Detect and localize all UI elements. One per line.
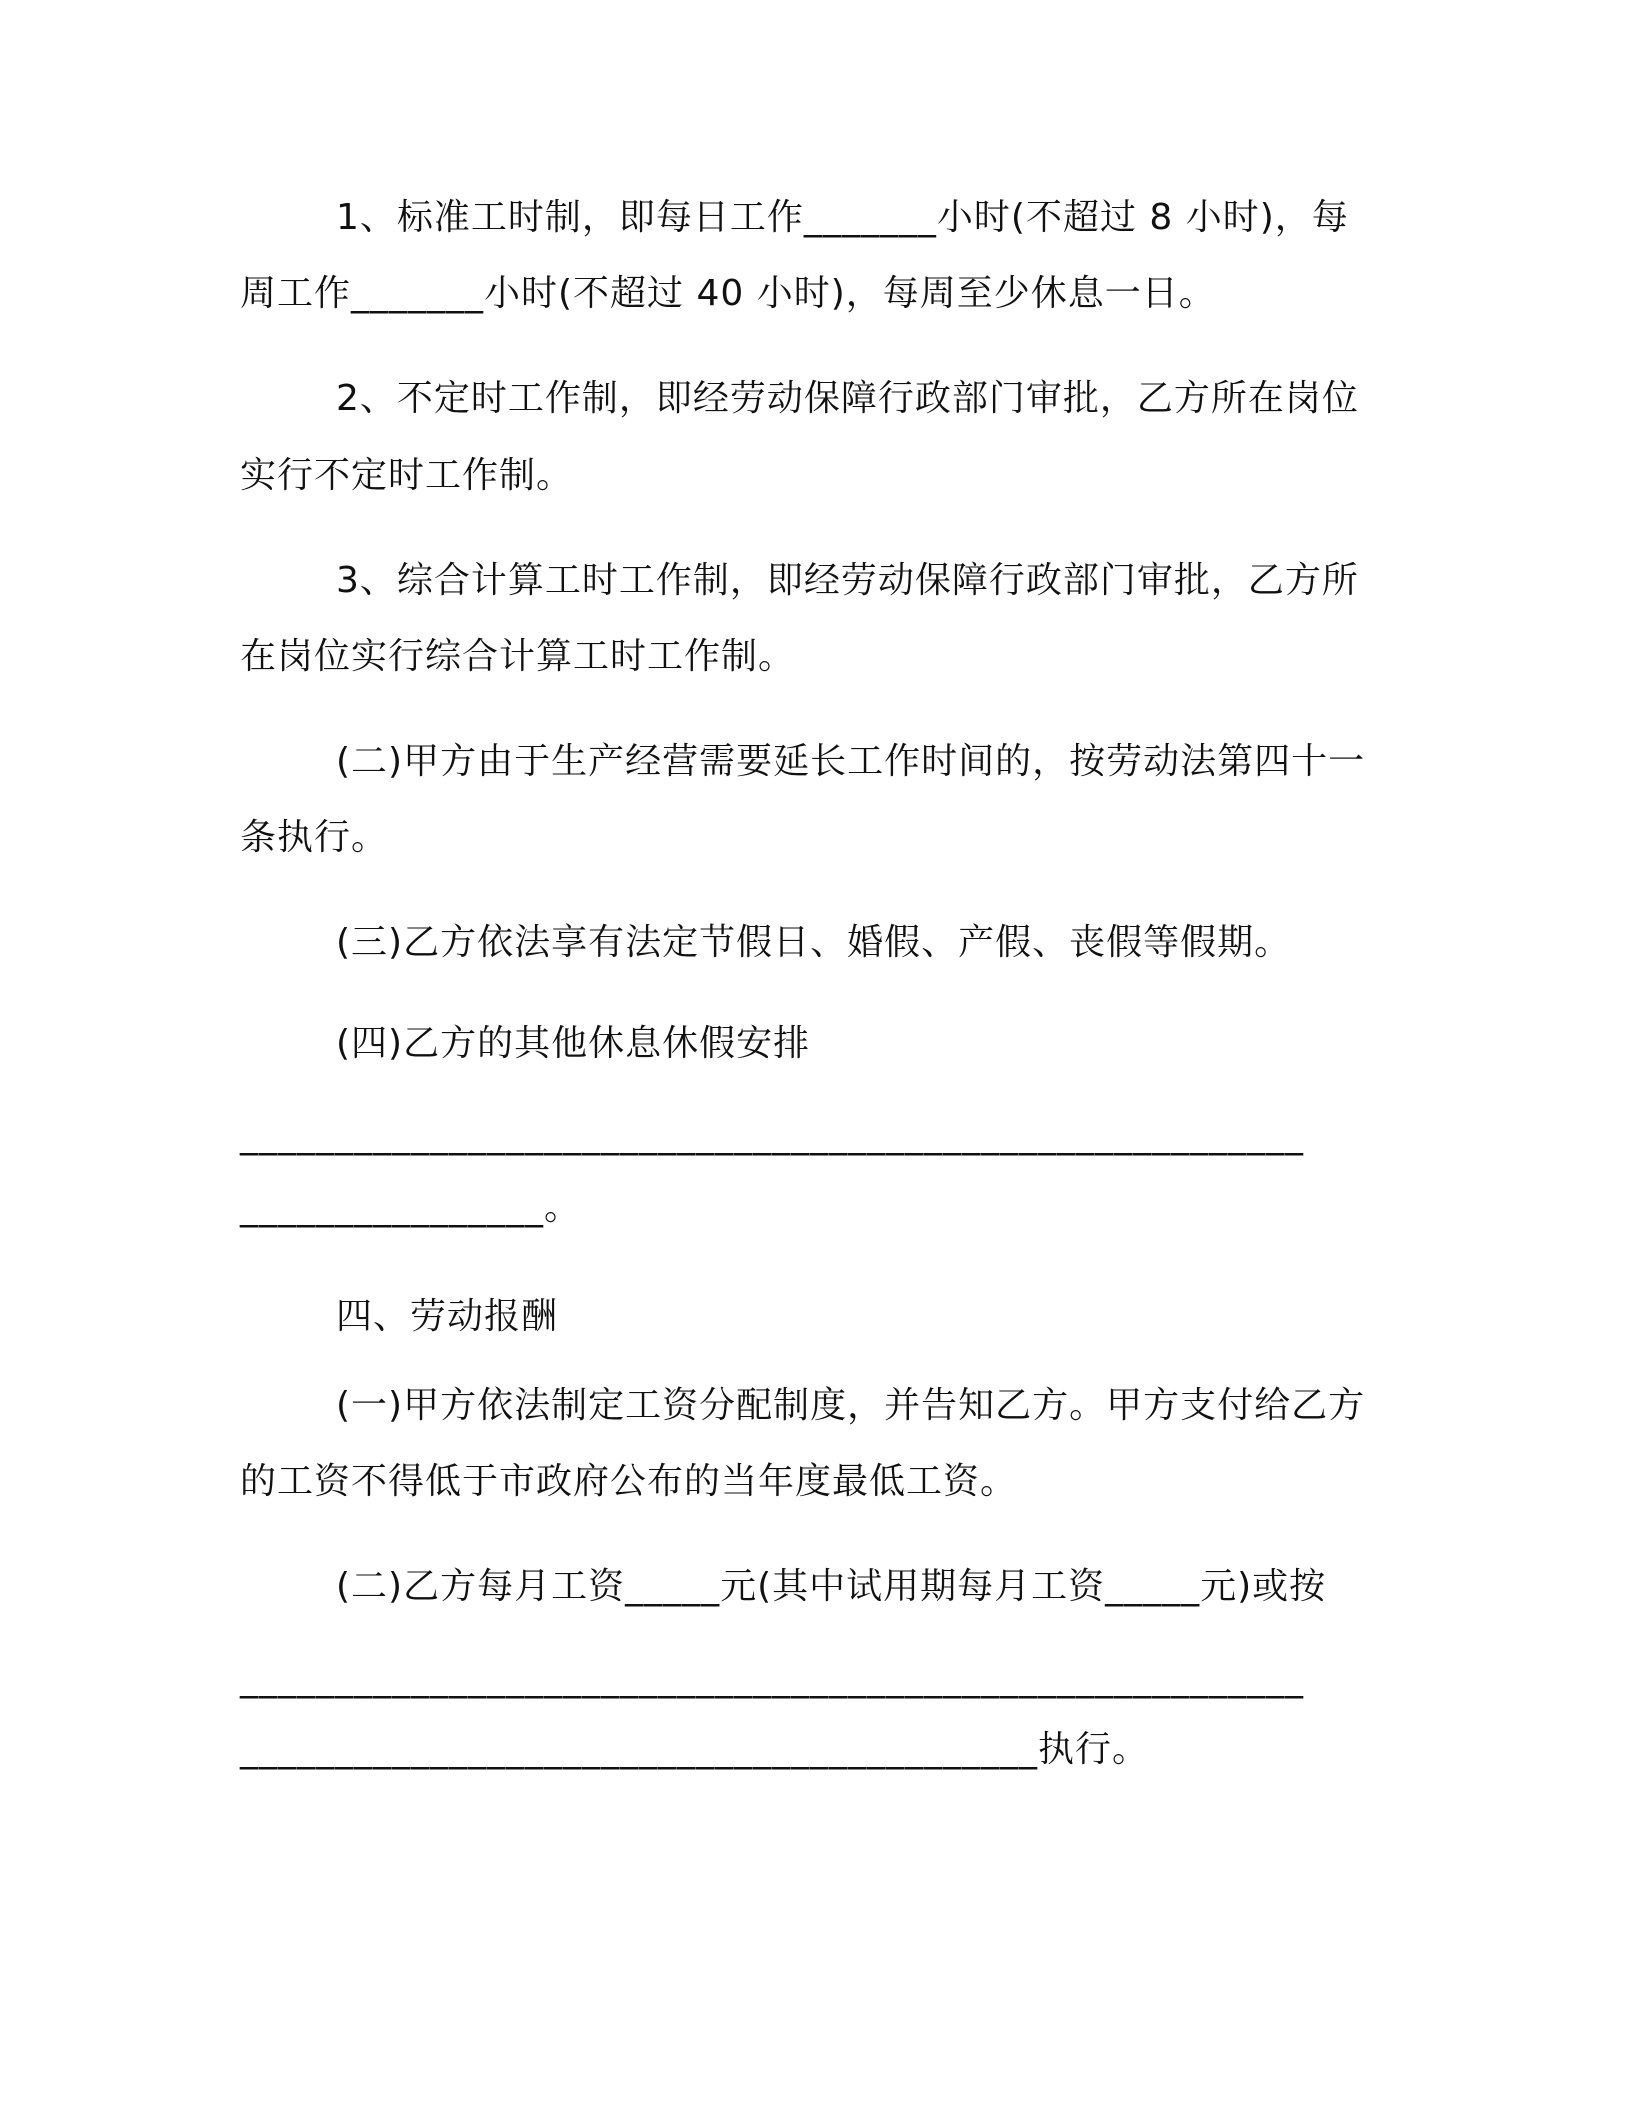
clause-standard-hours-line-2: 周工作_______小时(不超过 40 小时)，每周至少休息一日。 (240, 273, 1216, 314)
clause-holidays: (三)乙方依法享有法定节假日、婚假、产假、丧假等假期。 (336, 922, 1292, 963)
blank-fill-line-2: ________________。 (240, 1187, 581, 1228)
clause-comprehensive-hours-line-1: 3、综合计算工时工作制，即经劳动保障行政部门审批，乙方所 (336, 560, 1359, 601)
blank-fill-line-3: ________________________________________________________ (240, 1658, 1304, 1699)
blank-fill-line-4: __________________________________________执行。 (240, 1729, 1150, 1770)
clause-overtime-line-2: 条执行。 (240, 817, 389, 858)
clause-wage-system-line-2: 的工资不得低于市政府公布的当年度最低工资。 (240, 1461, 1018, 1502)
blank-fill-line-1: ________________________________________________________ (240, 1115, 1304, 1156)
clause-standard-hours-line-1: 1、标准工时制，即每日工作_______小时(不超过 8 小时)，每 (336, 197, 1349, 238)
clause-flexible-hours-line-2: 实行不定时工作制。 (240, 455, 574, 496)
clause-monthly-wage: (二)乙方每月工资_____元(其中试用期每月工资_____元)或按 (336, 1566, 1327, 1607)
clause-wage-system-line-1: (一)甲方依法制定工资分配制度，并告知乙方。甲方支付给乙方 (336, 1385, 1366, 1426)
clause-flexible-hours-line-1: 2、不定时工作制，即经劳动保障行政部门审批，乙方所在岗位 (336, 378, 1359, 419)
clause-other-leave: (四)乙方的其他休息休假安排 (336, 1023, 811, 1064)
clause-overtime-line-1: (二)甲方由于生产经营需要延长工作时间的，按劳动法第四十一 (336, 741, 1366, 782)
clause-comprehensive-hours-line-2: 在岗位实行综合计算工时工作制。 (240, 636, 796, 677)
section-heading-remuneration: 四、劳动报酬 (336, 1296, 559, 1337)
